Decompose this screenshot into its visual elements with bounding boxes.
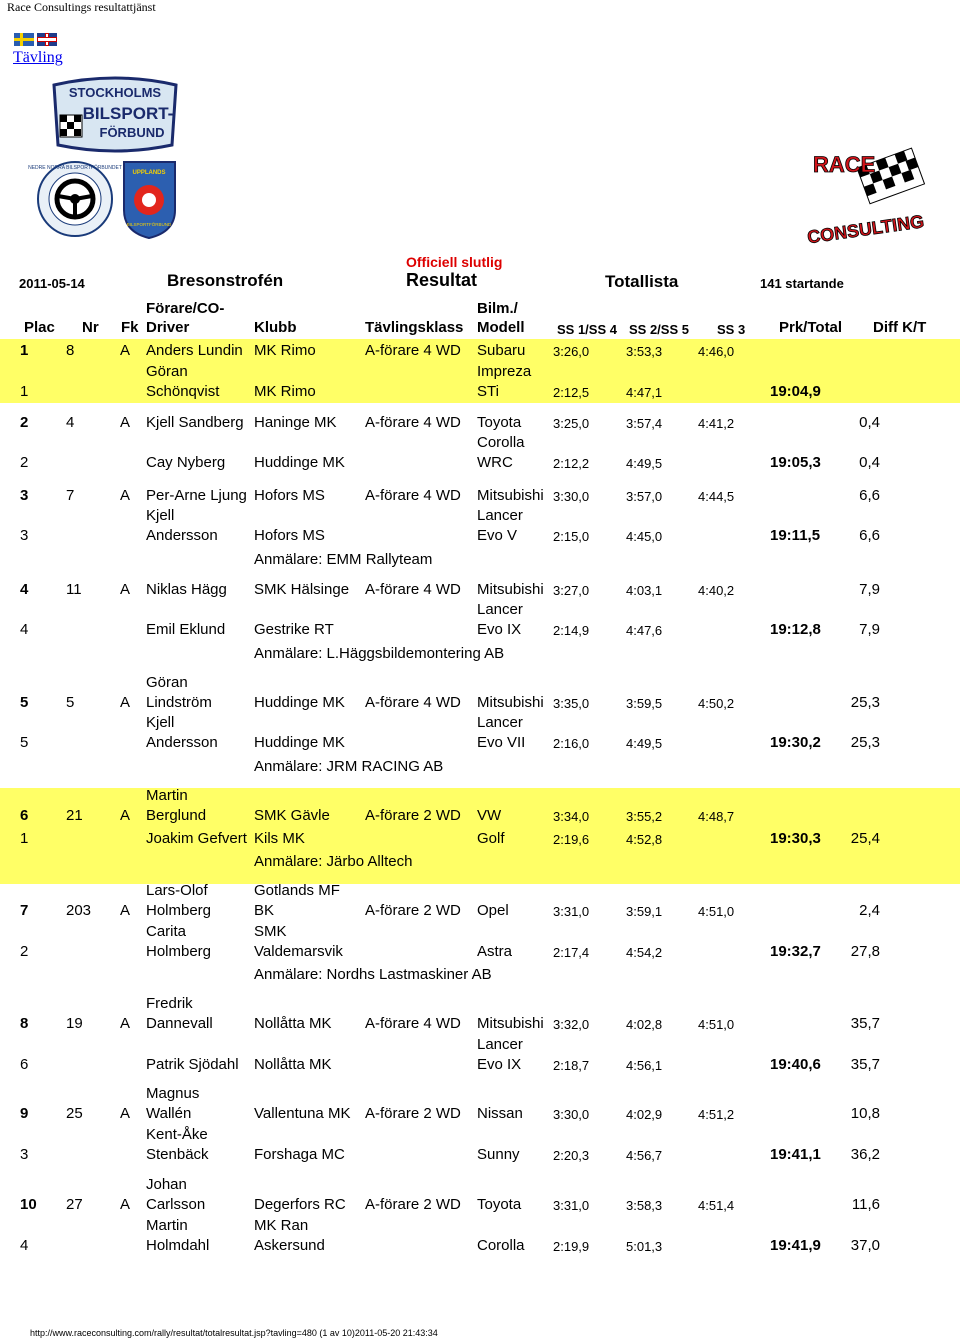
- driver-class: A: [120, 414, 131, 431]
- diff: 6,6: [859, 527, 880, 544]
- logo-text-bottom: BILSPORTFÖRBUND: [126, 222, 172, 227]
- club: Forshaga MC: [254, 1146, 345, 1163]
- car-model: Evo IX: [477, 1056, 522, 1073]
- race-consulting-logo: [805, 150, 953, 248]
- ss5-time: 4:56,7: [626, 1148, 663, 1163]
- codriver-name: Joakim Gefvert: [146, 830, 247, 847]
- class-place: 2: [20, 943, 29, 960]
- club: Kils MK: [254, 830, 305, 847]
- footer-url: http://www.raceconsulting.com/rally/resultat/totalresultat.jsp?tavling=480 (1 av 10)2011-05-20 21:43:34: [30, 1328, 438, 1338]
- car-model: Astra: [477, 943, 513, 960]
- diff: 37,0: [850, 1237, 880, 1254]
- class-place: 3: [20, 1146, 29, 1163]
- car-model: Lancer: [477, 714, 523, 731]
- car-model: Evo VII: [477, 734, 526, 751]
- car-model: Opel: [477, 902, 509, 919]
- ss3-time: 4:51,2: [698, 1107, 735, 1122]
- ss3-time: 4:44,5: [698, 489, 735, 504]
- competition-class: A-förare 4 WD: [365, 342, 461, 359]
- codriver-name: Carita: [146, 923, 187, 940]
- club: SMK: [254, 923, 287, 940]
- car-model: Mitsubishi: [477, 487, 544, 504]
- start-number: 5: [66, 694, 75, 711]
- club: MK Rimo: [254, 342, 316, 359]
- entrant: Anmälare: Nordhs Lastmaskiner AB: [254, 966, 492, 983]
- ss1-time: 3:27,0: [553, 583, 590, 598]
- driver-name: Martin: [146, 787, 188, 804]
- competition-class: A-förare 4 WD: [365, 414, 461, 431]
- ss1-time: 3:30,0: [553, 489, 590, 504]
- car-model: Subaru: [477, 342, 526, 359]
- club: Gestrike RT: [254, 621, 334, 638]
- car-model: Mitsubishi: [477, 1015, 544, 1032]
- ss4-time: 2:14,9: [553, 623, 590, 638]
- total-time: 19:04,9: [770, 383, 821, 400]
- entrant: Anmälare: JRM RACING AB: [254, 758, 444, 775]
- logo-line2: CONSULTING: [805, 211, 926, 248]
- codriver-name: Holmberg: [146, 943, 212, 960]
- ss2-time: 3:53,3: [626, 344, 663, 359]
- ss1-time: 3:31,0: [553, 904, 590, 919]
- codriver-name: Andersson: [146, 734, 218, 751]
- club: Huddinge MK: [254, 454, 345, 471]
- driver-class: A: [120, 487, 131, 504]
- club: MK Rimo: [254, 383, 316, 400]
- col-modell-2: Modell: [477, 319, 525, 336]
- codriver-name: Holmdahl: [146, 1237, 210, 1254]
- start-number: 25: [66, 1105, 83, 1122]
- swedish-flag-icon[interactable]: [14, 33, 34, 46]
- club: Vallentuna MK: [254, 1105, 351, 1122]
- codriver-name: Andersson: [146, 527, 218, 544]
- ss5-time: 4:52,8: [626, 832, 663, 847]
- place: 2: [20, 414, 29, 431]
- logo-line1: STOCKHOLMS: [68, 85, 162, 100]
- driver-name: Carlsson: [146, 1196, 206, 1213]
- competition-class: A-förare 4 WD: [365, 581, 461, 598]
- driver-name: Wallén: [146, 1105, 192, 1122]
- ss2-time: 3:55,2: [626, 809, 663, 824]
- class-place: 2: [20, 454, 29, 471]
- result-label: Resultat: [406, 270, 478, 290]
- diff: 0,4: [859, 414, 880, 431]
- club: MK Ran: [254, 1217, 309, 1234]
- competition-class: A-förare 2 WD: [365, 807, 461, 824]
- ss4-time: 2:12,2: [553, 456, 590, 471]
- total-time: 19:30,2: [770, 734, 821, 751]
- col-driver-1: Förare/CO-: [146, 300, 225, 317]
- ss2-time: 4:02,8: [626, 1017, 663, 1032]
- car-model: Evo IX: [477, 621, 522, 638]
- page-title: Race Consultings resultattjänst: [7, 0, 156, 14]
- club: Hofors MS: [254, 527, 325, 544]
- diff: 25,3: [850, 694, 880, 711]
- ss1-time: 3:31,0: [553, 1198, 590, 1213]
- entrant: Anmälare: L.Häggsbildemontering AB: [254, 645, 505, 662]
- codriver-name: Cay Nyberg: [146, 454, 226, 471]
- ss1-time: 3:25,0: [553, 416, 590, 431]
- diff: 36,2: [850, 1146, 880, 1163]
- col-klubb: Klubb: [254, 319, 297, 336]
- ss5-time: 4:47,6: [626, 623, 663, 638]
- competition-class: A-förare 2 WD: [365, 902, 461, 919]
- driver-class: A: [120, 1105, 131, 1122]
- ss4-time: 2:18,7: [553, 1058, 590, 1073]
- club: SMK Hälsinge: [254, 581, 350, 598]
- start-number: 11: [66, 581, 82, 598]
- diff: 6,6: [859, 487, 880, 504]
- competition-class: A-förare 4 WD: [365, 694, 461, 711]
- driver-name: Lars-Olof: [146, 882, 208, 899]
- competition-class: A-förare 4 WD: [365, 1015, 461, 1032]
- total-time: 19:30,3: [770, 830, 821, 847]
- ss2-time: 4:02,9: [626, 1107, 663, 1122]
- col-plac: Plac: [24, 319, 55, 336]
- ss5-time: 4:47,1: [626, 385, 663, 400]
- codriver-name: Göran: [146, 363, 188, 380]
- place: 4: [20, 581, 29, 598]
- club: BK: [254, 902, 275, 919]
- ss3-time: 4:50,2: [698, 696, 735, 711]
- diff: 35,7: [850, 1015, 880, 1032]
- ss4-time: 2:17,4: [553, 945, 590, 960]
- event-date: 2011-05-14: [19, 276, 85, 291]
- ss4-time: 2:15,0: [553, 529, 590, 544]
- official-label: Officiell slutlig: [406, 254, 503, 270]
- upplands-bilsportforbund-logo: [122, 160, 177, 240]
- entrant: Anmälare: Järbo Alltech: [254, 853, 413, 870]
- place: 7: [20, 902, 29, 919]
- class-place: 5: [20, 734, 29, 751]
- total-time: 19:11,5: [770, 527, 821, 544]
- codriver-name: Schönqvist: [146, 383, 220, 400]
- place: 5: [20, 694, 29, 711]
- diff: 27,8: [850, 943, 880, 960]
- ss2-time: 3:58,3: [626, 1198, 663, 1213]
- class-place: 4: [20, 621, 29, 638]
- car-model: Toyota: [477, 1196, 522, 1213]
- car-model: WRC: [477, 454, 513, 471]
- diff: 7,9: [859, 621, 880, 638]
- ss1-time: 3:35,0: [553, 696, 590, 711]
- ss1-time: 3:32,0: [553, 1017, 590, 1032]
- place: 10: [20, 1196, 37, 1213]
- car-model: Toyota: [477, 414, 522, 431]
- driver-name: Berglund: [146, 807, 207, 824]
- driver-name: Holmberg: [146, 902, 212, 919]
- start-number: 19: [66, 1015, 83, 1032]
- tavling-link[interactable]: Tävling: [13, 49, 63, 66]
- car-model: Corolla: [477, 1237, 525, 1254]
- stockholms-bilsportforbund-logo: [50, 75, 180, 153]
- codriver-name: Martin: [146, 1217, 188, 1234]
- codriver-name: Kjell: [146, 507, 175, 524]
- driver-class: A: [120, 807, 131, 824]
- ss1-time: 3:26,0: [553, 344, 590, 359]
- class-place: 4: [20, 1237, 29, 1254]
- ss3-time: 4:51,0: [698, 904, 735, 919]
- ss4-time: 2:20,3: [553, 1148, 590, 1163]
- codriver-name: Kent-Åke: [146, 1126, 208, 1143]
- class-place: 1: [20, 383, 29, 400]
- logo-line3: FÖRBUND: [99, 125, 165, 140]
- competition-class: A-förare 4 WD: [365, 487, 461, 504]
- driver-class: A: [120, 694, 131, 711]
- ss5-time: 4:45,0: [626, 529, 663, 544]
- ss5-time: 4:54,2: [626, 945, 663, 960]
- car-model: Golf: [477, 830, 505, 847]
- col-fk: Fk: [121, 319, 139, 336]
- driver-class: A: [120, 1015, 131, 1032]
- start-number: 4: [66, 414, 75, 431]
- diff: 25,3: [850, 734, 880, 751]
- codriver-name: Patrik Sjödahl: [146, 1056, 239, 1073]
- col-nr: Nr: [82, 319, 99, 336]
- club: Huddinge MK: [254, 734, 345, 751]
- entrant: Anmälare: EMM Rallyteam: [254, 551, 433, 568]
- place: 3: [20, 487, 29, 504]
- uk-flag-icon[interactable]: [37, 33, 57, 46]
- ss5-time: 5:01,3: [626, 1239, 663, 1254]
- col-diff: Diff K/T: [873, 319, 927, 336]
- club: Nollåtta MK: [254, 1015, 332, 1032]
- start-number: 203: [66, 902, 92, 919]
- car-model: Nissan: [477, 1105, 523, 1122]
- ss5-time: 4:56,1: [626, 1058, 663, 1073]
- driver-class: A: [120, 902, 131, 919]
- col-ss2: SS 2/SS 5: [629, 322, 689, 337]
- ss4-time: 2:19,9: [553, 1239, 590, 1254]
- total-time: 19:05,3: [770, 454, 821, 471]
- driver-name: Fredrik: [146, 995, 193, 1012]
- diff: 2,4: [859, 902, 880, 919]
- class-place: 1: [20, 830, 29, 847]
- competition-class: A-förare 2 WD: [365, 1105, 461, 1122]
- start-number: 27: [66, 1196, 83, 1213]
- col-modell-1: Bilm./: [477, 300, 518, 317]
- car-model: STi: [477, 383, 499, 400]
- driver-name: Magnus: [146, 1085, 200, 1102]
- driver-name: Dannevall: [146, 1015, 213, 1032]
- place: 9: [20, 1105, 29, 1122]
- start-number: 21: [66, 807, 83, 824]
- ss3-time: 4:41,2: [698, 416, 735, 431]
- ss3-time: 4:51,4: [698, 1198, 735, 1213]
- start-number: 8: [66, 342, 75, 359]
- ss4-time: 2:12,5: [553, 385, 590, 400]
- driver-name: Per-Arne Ljung: [146, 487, 247, 504]
- diff: 7,9: [859, 581, 880, 598]
- diff: 35,7: [850, 1056, 880, 1073]
- driver-name: Anders Lundin: [146, 342, 243, 359]
- total-time: 19:32,7: [770, 943, 821, 960]
- class-place: 6: [20, 1056, 29, 1073]
- total-time: 19:40,6: [770, 1056, 821, 1073]
- driver-name: Kjell Sandberg: [146, 414, 244, 431]
- ss5-time: 4:49,5: [626, 736, 663, 751]
- ss4-time: 2:19,6: [553, 832, 590, 847]
- starters-count: 141 startande: [760, 276, 844, 291]
- ss2-time: 3:57,4: [626, 416, 663, 431]
- ss1-time: 3:30,0: [553, 1107, 590, 1122]
- diff: 0,4: [859, 454, 880, 471]
- codriver-name: Kjell: [146, 714, 175, 731]
- ss4-time: 2:16,0: [553, 736, 590, 751]
- car-model: VW: [477, 807, 502, 824]
- club: Huddinge MK: [254, 694, 345, 711]
- place: 8: [20, 1015, 29, 1032]
- ss1-time: 3:34,0: [553, 809, 590, 824]
- col-ss1: SS 1/SS 4: [557, 322, 617, 337]
- diff: 25,4: [850, 830, 880, 847]
- ss2-time: 4:03,1: [626, 583, 663, 598]
- ss2-time: 3:59,1: [626, 904, 663, 919]
- ss2-time: 3:57,0: [626, 489, 663, 504]
- place: 6: [20, 807, 29, 824]
- driver-class: A: [120, 342, 131, 359]
- car-model: Lancer: [477, 507, 523, 524]
- start-number: 7: [66, 487, 75, 504]
- place: 1: [20, 342, 29, 359]
- driver-class: A: [120, 581, 131, 598]
- event-name: Bresonstrofén: [167, 271, 284, 290]
- ss3-time: 4:51,0: [698, 1017, 735, 1032]
- logo-text-top: UPPLANDS: [132, 170, 166, 176]
- col-klass: Tävlingsklass: [365, 319, 464, 336]
- logo-line1: RACE: [813, 152, 876, 177]
- driver-name: Johan: [146, 1176, 187, 1193]
- car-model: Mitsubishi: [477, 694, 544, 711]
- car-model: Lancer: [477, 601, 523, 618]
- driver-name: Göran: [146, 674, 188, 691]
- ss2-time: 3:59,5: [626, 696, 663, 711]
- codriver-name: Emil Eklund: [146, 621, 226, 638]
- club: Valdemarsvik: [254, 943, 343, 960]
- nedre-norra-bilsportforbundet-logo: [28, 160, 122, 238]
- club: Gotlands MF: [254, 882, 340, 899]
- driver-class: A: [120, 1196, 131, 1213]
- car-model: Sunny: [477, 1146, 520, 1163]
- col-ss3: SS 3: [717, 322, 746, 337]
- total-time: 19:12,8: [770, 621, 821, 638]
- logo-line2: BILSPORT-: [82, 104, 174, 123]
- club: Nollåtta MK: [254, 1056, 332, 1073]
- col-driver-2: Driver: [146, 319, 190, 336]
- ss3-time: 4:48,7: [698, 809, 735, 824]
- total-time: 19:41,1: [770, 1146, 821, 1163]
- club: Askersund: [254, 1237, 325, 1254]
- club: Degerfors RC: [254, 1196, 346, 1213]
- car-model: Impreza: [477, 363, 532, 380]
- diff: 10,8: [850, 1105, 880, 1122]
- car-model: Evo V: [477, 527, 518, 544]
- club: SMK Gävle: [254, 807, 330, 824]
- driver-name: Lindström: [146, 694, 212, 711]
- car-model: Corolla: [477, 434, 525, 451]
- car-model: Lancer: [477, 1036, 523, 1053]
- col-prk-total: Prk/Total: [779, 319, 843, 336]
- competition-class: A-förare 2 WD: [365, 1196, 461, 1213]
- logo-text: NEDRE NORRA BILSPORTFÖRBUNDET: [28, 165, 122, 171]
- club: Hofors MS: [254, 487, 325, 504]
- ss5-time: 4:49,5: [626, 456, 663, 471]
- car-model: Mitsubishi: [477, 581, 544, 598]
- total-time: 19:41,9: [770, 1237, 821, 1254]
- class-place: 3: [20, 527, 29, 544]
- ss3-time: 4:40,2: [698, 583, 735, 598]
- codriver-name: Stenbäck: [146, 1146, 209, 1163]
- club: Haninge MK: [254, 414, 337, 431]
- diff: 11,6: [851, 1196, 880, 1213]
- list-type: Totallista: [605, 272, 679, 291]
- driver-name: Niklas Hägg: [146, 581, 227, 598]
- ss3-time: 4:46,0: [698, 344, 735, 359]
